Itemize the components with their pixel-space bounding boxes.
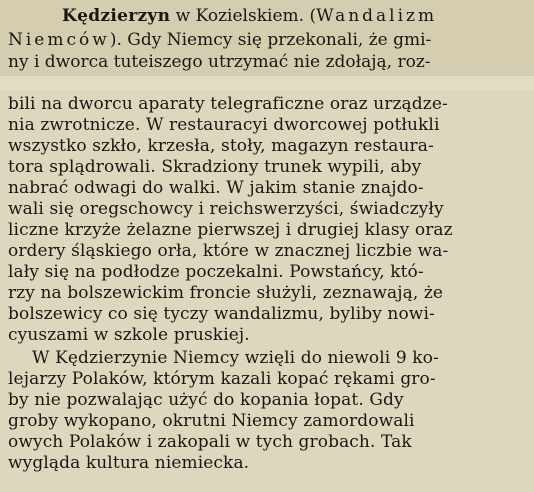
clipping-seam — [0, 76, 534, 90]
header-line-1 — [0, 6, 534, 26]
header-line-1-text: w Kozielskiem. ( — [170, 6, 317, 26]
body-paragraphs — [0, 90, 534, 492]
body-line: liczne krzyże żelazne pierwszej i drugiej klasy oraz — [8, 220, 453, 240]
body-line: bolszewicy co się tyczy wandalizmu, byliby nowi- — [8, 304, 435, 324]
header-line-2 — [0, 30, 534, 50]
header-line-3-text: ny i dworca tuteiszego utrzymać nie zdołają, roz- — [8, 52, 431, 72]
body-line: rzy na bolszewickim froncie służyli, zeznawają, że — [8, 283, 444, 303]
body-line: W Kędzierzynie Niemcy wzięli do niewoli 9 ko- — [32, 348, 439, 368]
body-line: lejarzy Polaków, którym kazali kopać rękami gro- — [8, 369, 436, 389]
body-line: groby wykopano, okrutni Niemcy zamordowali — [8, 411, 415, 431]
body-line: lały się na podłodze poczekalni. Powstańcy, któ- — [8, 262, 424, 282]
body-line: nabrać odwagi do walki. W jakim stanie znajdo- — [8, 178, 424, 198]
header-spaced-word-2: Niemców — [8, 30, 110, 50]
header-spaced-word: Wandalizm — [316, 6, 438, 26]
header-paragraph — [0, 0, 534, 76]
body-line: bili na dworcu aparaty telegraficzne oraz urządze- — [8, 94, 448, 114]
header-line-2-text: ). Gdy Niemcy się przekonali, że gmi- — [109, 30, 432, 50]
headline-place: Kędzierzyn — [62, 6, 171, 26]
body-line: cyuszami w szkole pruskiej. — [8, 325, 250, 345]
body-line: owych Polaków i zakopali w tych grobach. Tak — [8, 432, 412, 452]
body-line: wszystko szkło, krzesła, stoły, magazyn restaura- — [8, 136, 434, 156]
body-line: nia zwrotnicze. W restauracyi dworcowej potłukli — [8, 115, 440, 135]
body-line: by nie pozwalając użyć do kopania łopat. Gdy — [8, 390, 404, 410]
body-line: wali się oregschowcy i reichswerzyści, świadczyły — [8, 199, 444, 219]
body-line: wygląda kultura niemiecka. — [8, 453, 250, 473]
body-line: tora splądrowali. Skradziony trunek wypili, aby — [8, 157, 422, 177]
header-line-3 — [0, 52, 534, 72]
body-line: ordery śląskiego orła, które w znacznej liczbie wa- — [8, 241, 449, 261]
